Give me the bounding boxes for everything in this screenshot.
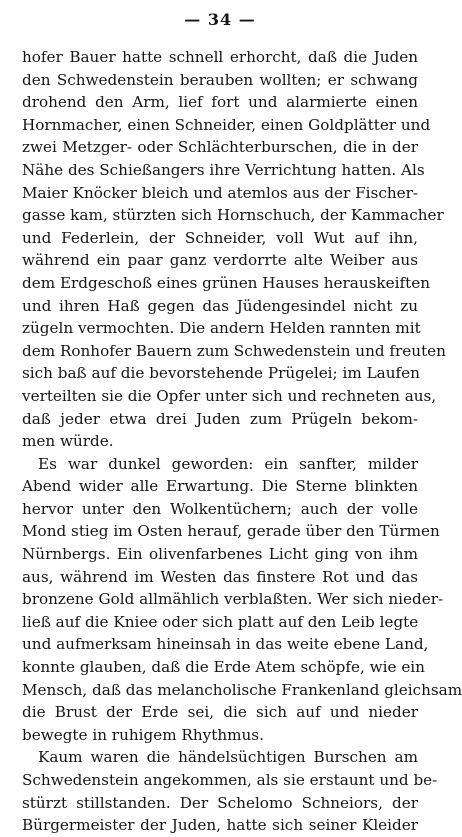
text-line: verteilten sie die Opfer unter sich und rechneten aus, [22,386,437,405]
text-line: konnte glauben, daß die Erde Atem schöpfe, wie ein [22,658,425,677]
text-line: stürzt stillstanden. Der Schelomo Schneiors, der [22,793,418,812]
text-line: die Brust der Erde sei, die sich auf und nieder [22,703,418,722]
text-line: Mensch, daß das melancholische Frankenland gleichsam [22,680,462,699]
text-line: Hornmacher, einen Schneider, einen Goldplätter und [22,115,431,134]
text-line: Maier Knöcker bleich und atemlos aus der Fischer- [22,183,418,202]
text-line: den Schwedenstein berauben wollten; er schwang [22,70,418,89]
text-line: men würde. [22,432,114,451]
text-line: ließ auf die Kniee oder sich platt auf den Leib legte [22,612,419,631]
text-line: bronzene Gold allmählich verblaßten. Wer sich nieder- [22,590,444,609]
text-line: Mond stieg im Osten herauf, gerade über den Türmen [22,522,440,541]
text-line: zügeln vermochten. Die andern Helden rannten mit [22,319,421,338]
body-text [22,46,462,837]
text-line: daß jeder etwa drei Juden zum Prügeln bekom- [22,409,418,428]
text-line: hervor unter den Wolkentüchern; auch der volle [22,499,418,518]
text-line: und ihren Haß gegen das Jüdengesindel nicht zu [22,296,418,315]
text-line: Bürgermeister der Juden, hatte sich seiner Kleider [22,816,418,835]
text-line: und aufmerksam hineinsah in das weite ebene Land, [22,635,429,654]
text-line: drohend den Arm, lief fort und alarmierte einen [22,93,418,112]
page-number: — 34 — [184,10,256,29]
text-line: Es war dunkel geworden: ein sanfter, milder [38,454,418,473]
text-line: dem Erdgeschoß eines grünen Hauses herauskeiften [22,273,430,292]
text-line: Nähe des Schießangers ihre Verrichtung hatten. Als [22,160,425,179]
text-line: dem Ronhofer Bauern zum Schwedenstein und freuten [22,341,446,360]
text-line: Nürnbergs. Ein olivenfarbenes Licht ging von ihm [22,545,418,564]
text-line: hofer Bauer hatte schnell erhorcht, daß die Juden [22,48,418,66]
text-line: aus, während im Westen das finstere Rot und das [22,567,418,586]
text-line: während ein paar ganz verdorrte alte Weiber aus [22,251,418,270]
text-line: zwei Metzger- oder Schlächterburschen, die in der [22,138,418,157]
text-line: sich baß auf die bevorstehende Prügelei; im Laufen [22,364,420,383]
text-line: Abend wider alle Erwartung. Die Sterne blinkten [22,477,418,496]
text-line: Kaum waren die händelsüchtigen Burschen am [38,748,418,767]
text-line: bewegte in ruhigem Rhythmus. [22,725,264,744]
text-line: gasse kam, stürzten sich Hornschuch, der Kammacher [22,206,444,225]
text-line: Schwedenstein angekommen, als sie erstaunt und be- [22,771,438,789]
text-line: und Federlein, der Schneider, voll Wut auf ihn, [22,228,418,247]
